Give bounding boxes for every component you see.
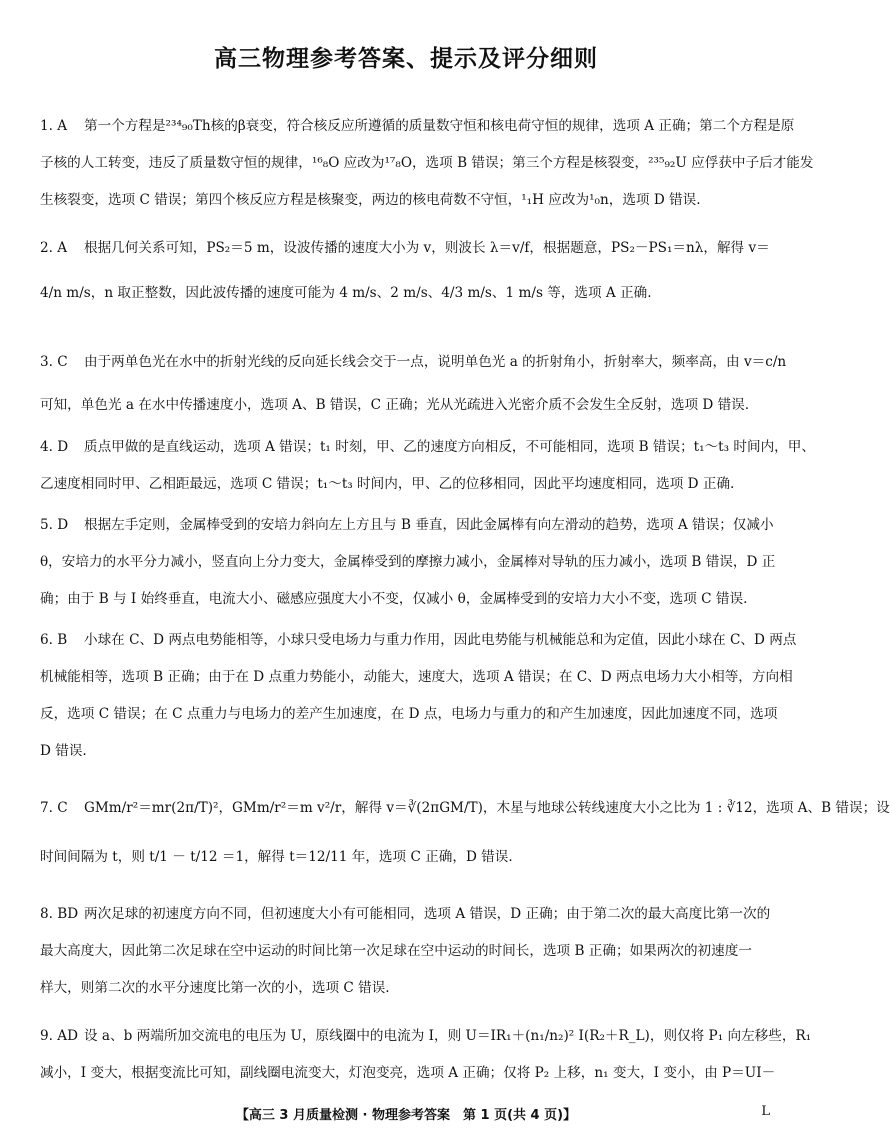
answer-line: 生核裂变，选项 C 错误；第四个核反应方程是核聚变，两边的核电荷数不守恒，¹₁H 应改为¹₀n，选项 D 错误. — [40, 192, 701, 208]
answer-number: 5. D — [40, 517, 69, 533]
answer-number: 2. A — [40, 240, 68, 256]
answer-number: 7. C — [40, 800, 68, 816]
answer-line: 样大，则第二次的水平分速度比第一次的小，选项 C 错误. — [40, 980, 390, 996]
answer-line: 可知，单色光 a 在水中传播速度小，选项 A、B 错误，C 正确；光从光疏进入光密介质不会发生全反射，选项 D 错误. — [40, 397, 750, 413]
answer-line: 6. B 小球在 C、D 两点电势能相等，小球只受电场力与重力作用，因此电势能与机械能总和为定值，因此小球在 C、D 两点 — [40, 622, 780, 659]
answer-2 — [40, 230, 780, 312]
answer-line: 4. D 质点甲做的是直线运动，选项 A 错误；t₁ 时刻，甲、乙的速度方向相反，不可能相同，选项 B 错误；t₁～t₃ 时间内，甲、 — [40, 429, 780, 466]
answer-number: 6. B — [40, 632, 68, 648]
answer-line: 时间间隔为 t，则 t/1 － t/12 ＝1，解得 t＝12/11 年，选项 C 正确，D 错误. — [40, 849, 513, 865]
answer-number: 9. AD — [40, 1028, 79, 1044]
corner-mark: L — [761, 1104, 770, 1119]
answer-line: 1. A 第一个方程是²³⁴₉₀Th核的β衰变，符合核反应所遵循的质量数守恒和核电荷守恒的规律，选项 A 正确；第二个方程是原 — [40, 108, 780, 145]
answer-4 — [40, 429, 815, 503]
answer-line: 8. BD 两次足球的初速度方向不同，但初速度大小有可能相同，选项 A 错误，D 正确；由于第二次的最大高度比第一次的 — [40, 896, 780, 933]
answer-8 — [40, 896, 780, 1007]
answer-number: 8. BD — [40, 906, 79, 922]
page-footer: 【高三 3 月质量检测 · 物理参考答案 第 1 页(共 4 页)】 — [235, 1108, 577, 1123]
answer-line: 3. C 由于两单色光在水中的折射光线的反向延长线会交于一点，说明单色光 a 的折射角小，折射率大，频率高，由 v＝c/n — [40, 344, 780, 381]
answer-line: 4/n m/s，n 取正整数，因此波传播的速度可能为 4 m/s、2 m/s、4/3 m/s、1 m/s 等，选项 A 正确. — [40, 285, 652, 301]
answer-number: 4. D — [40, 439, 69, 455]
answer-line: 9. AD 设 a、b 两端所加交流电的电压为 U，原线圈中的电流为 I，则 U＝IR₁＋(n₁/n₂)² I(R₂＋R_L)，则仅将 P₁ 向左移些，R₁ — [40, 1018, 780, 1055]
answer-number: 3. C — [40, 354, 68, 370]
answer-6 — [40, 622, 797, 770]
answer-line: 机械能相等，选项 B 正确；由于在 D 点重力势能小，动能大，速度大，选项 A 错误；在 C、D 两点电场力大小相等，方向相 — [40, 669, 793, 685]
answer-7 — [40, 790, 890, 876]
answer-line: 确；由于 B 与 I 始终垂直，电流大小、磁感应强度大小不变，仅减小 θ，金属棒受到的安培力大小不变，选项 C 错误. — [40, 591, 748, 607]
answer-line: 5. D 根据左手定则，金属棒受到的安培力斜向左上方且与 B 垂直，因此金属棒有向左滑动的趋势，选项 A 错误；仅减小 — [40, 507, 780, 544]
answer-line: 减小，I 变大，根据变流比可知，副线圈电流变大，灯泡变亮，选项 A 正确；仅将 P₂ 上移，n₁ 变大，I 变小，由 P＝UI－ — [40, 1065, 776, 1081]
answer-9 — [40, 1018, 812, 1092]
answer-1 — [40, 108, 814, 219]
page-title: 高三物理参考答案、提示及评分细则 — [214, 46, 598, 72]
answer-line: θ，安培力的水平分力减小，竖直向上分力变大，金属棒受到的摩擦力减小，金属棒对导轨的压力减小，选项 B 错误，D 正 — [40, 554, 776, 570]
answer-line: 反，选项 C 错误；在 C 点重力与电场力的差产生加速度，在 D 点，电场力与重力的和产生加速度，因此加速度不同，选项 — [40, 706, 778, 722]
answer-line: 7. C GMm/r²＝mr(2π/T)²，GMm/r²＝m v²/r，解得 v＝∛(2πGM/T)，木星与地球公转线速度大小之比为 1 : ∛12，选项 A、B 错误；设 — [40, 790, 780, 827]
answer-number: 1. A — [40, 118, 68, 134]
answer-line: 2. A 根据几何关系可知，PS₂＝5 m，设波传播的速度大小为 v，则波长 λ＝v/f，根据题意，PS₂－PS₁＝nλ，解得 v＝ — [40, 230, 780, 267]
answer-line: 乙速度相同时甲、乙相距最远，选项 C 错误；t₁～t₃ 时间内，甲、乙的位移相同，因此平均速度相同，选项 D 正确. — [40, 476, 735, 492]
answer-3 — [40, 344, 787, 424]
answer-5 — [40, 507, 780, 618]
answer-line: 子核的人工转变，违反了质量数守恒的规律，¹⁶₈O 应改为¹⁷₈O，选项 B 错误；第三个方程是核裂变，²³⁵₉₂U 应俘获中子后才能发 — [40, 155, 814, 171]
answer-line: D 错误. — [40, 743, 87, 759]
answer-line: 最大高度大，因此第二次足球在空中运动的时间比第一次足球在空中运动的时间长，选项 B 正确；如果两次的初速度一 — [40, 943, 752, 959]
